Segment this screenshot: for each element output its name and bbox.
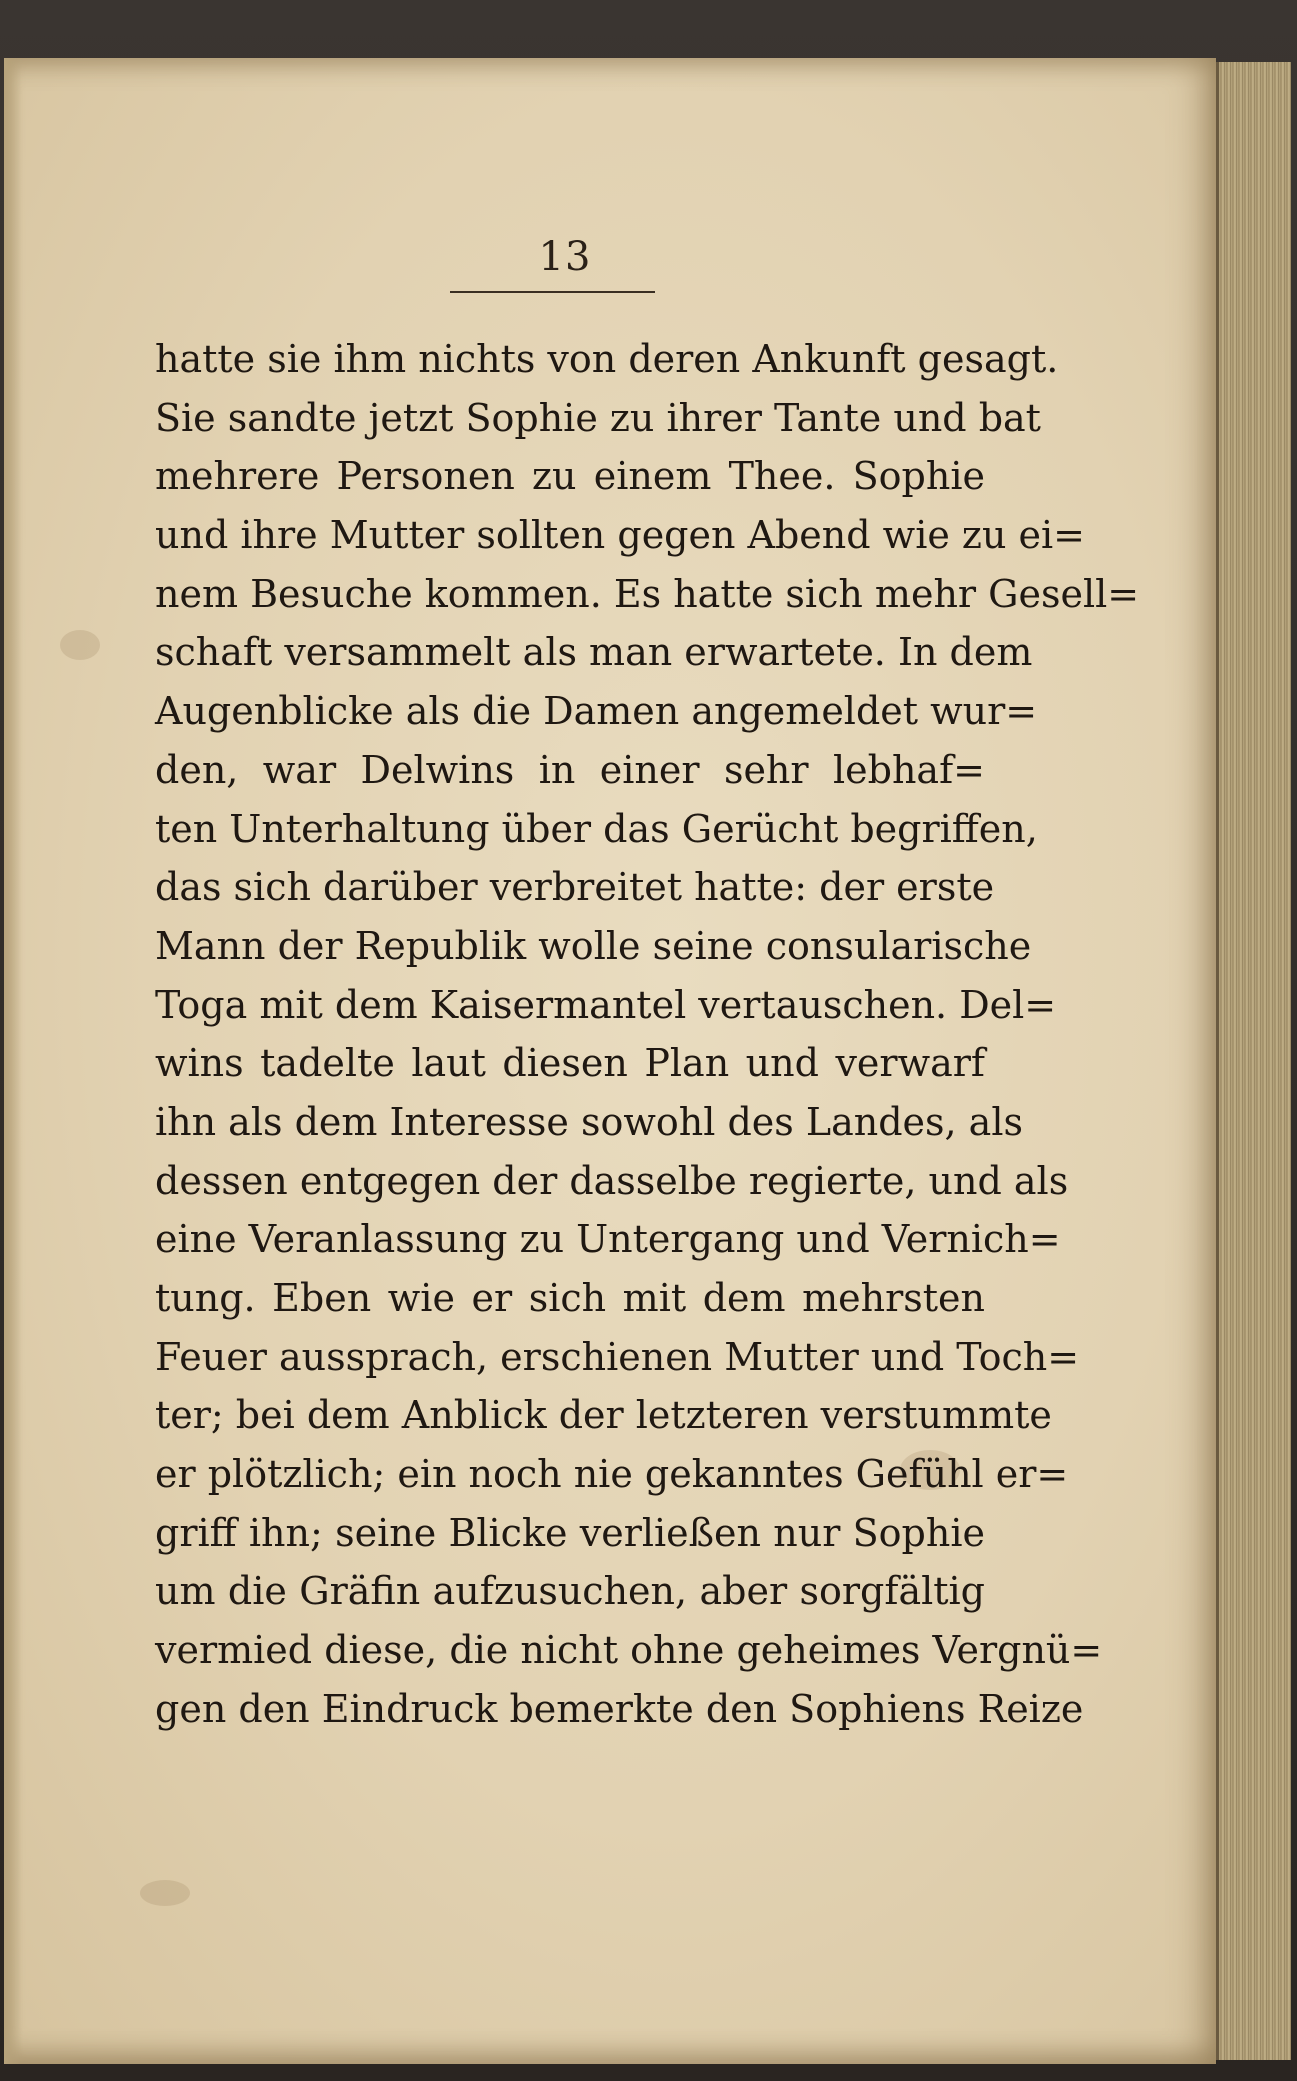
text-line: vermied diese, die nicht ohne geheimes Vergnü=	[155, 1628, 1103, 1673]
page-number: 13	[538, 234, 592, 280]
text-line: Augenblicke als die Damen angemeldet wur=	[155, 689, 1038, 734]
text-line: hatte sie ihm nichts von deren Ankunft gesagt.	[155, 337, 1059, 381]
text-line: das sich darüber verbreitet hatte: der erste	[155, 865, 995, 910]
page-gutter-shadow	[4, 58, 22, 2064]
text-line: nem Besuche kommen. Es hatte sich mehr Gesell=	[155, 571, 1140, 616]
text-line: mehrere Personen zu einem Thee. Sophie	[155, 454, 985, 499]
text-line: dessen entgegen der dasselbe regierte, und als	[155, 1158, 1069, 1203]
text-line: schaft versammelt als man erwartete. In dem	[155, 630, 1033, 675]
text-line: um die Gräfin aufzusuchen, aber sorgfältig	[155, 1569, 985, 1614]
header-rule	[450, 291, 655, 293]
paper-stain	[140, 1880, 190, 1906]
text-line: Feuer aussprach, erschienen Mutter und Toch=	[155, 1334, 1080, 1379]
text-line: gen den Eindruck bemerkte den Sophiens Reize	[155, 1686, 1084, 1731]
text-line: tung. Eben wie er sich mit dem mehrsten	[155, 1276, 985, 1320]
text-line: ten Unterhaltung über das Gerücht begriffen,	[155, 806, 1038, 851]
text-line: Sie sandte jetzt Sophie zu ihrer Tante und bat	[155, 395, 1041, 440]
text-line: er plötzlich; ein noch nie gekanntes Gefühl er=	[155, 1452, 1069, 1497]
text-line: und ihre Mutter sollten gegen Abend wie zu ei=	[155, 513, 1085, 558]
text-line: Mann der Republik wolle seine consularische	[155, 923, 1032, 968]
text-line: den, war Delwins in einer sehr lebhaf=	[155, 747, 985, 792]
text-line: griff ihn; seine Blicke verließen nur Sophie	[155, 1510, 985, 1555]
text-line: wins tadelte laut diesen Plan und verwarf	[155, 1041, 985, 1086]
text-line: ter; bei dem Anblick der letzteren verstummte	[155, 1393, 1052, 1438]
page-edges	[1216, 62, 1291, 2060]
paper-stain	[60, 630, 100, 660]
text-line: eine Veranlassung zu Untergang und Vernich=	[155, 1217, 1061, 1262]
body-text	[155, 330, 1140, 1739]
text-line: Toga mit dem Kaisermantel vertauschen. Del=	[155, 982, 1057, 1027]
text-line: ihn als dem Interesse sowohl des Landes, als	[155, 1099, 1023, 1144]
